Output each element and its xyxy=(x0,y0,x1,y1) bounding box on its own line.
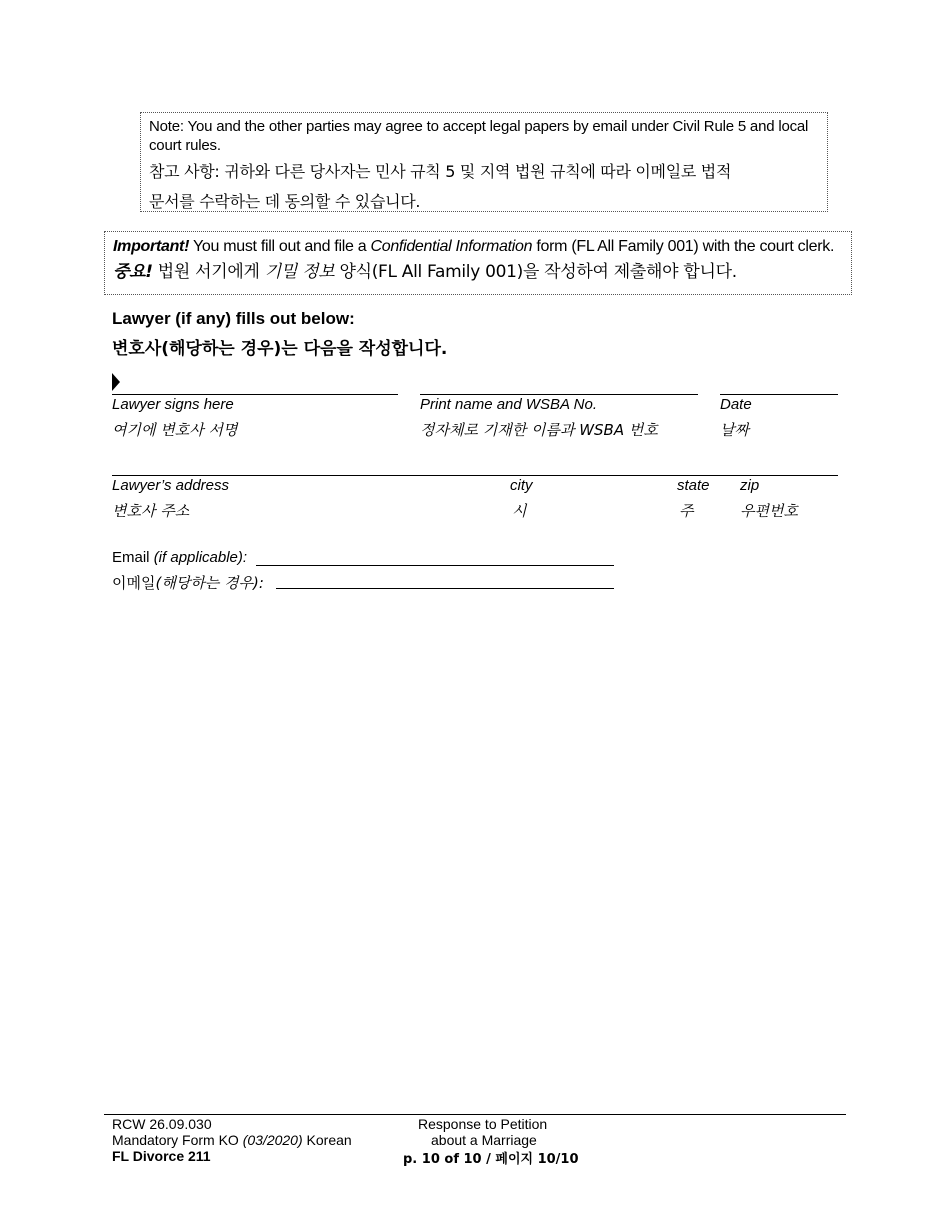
footer-mandatory-date: (03/2020) xyxy=(242,1132,303,1148)
footer-title-line1: Response to Petition xyxy=(418,1116,548,1132)
email-label-ko: 이메일 xyxy=(112,574,156,592)
important-box xyxy=(104,231,852,295)
date-label-ko: 날짜 xyxy=(720,421,749,439)
print-label-ko: 정자체로 기재한 이름과 WSBA 번호 xyxy=(420,421,658,439)
address-label-en: Lawyer’s address xyxy=(112,477,230,494)
city-label-ko: 시 xyxy=(512,502,527,520)
important-korean xyxy=(113,258,851,286)
footer-mandatory xyxy=(112,1132,352,1148)
important-lead: Important! xyxy=(113,238,190,255)
print-label-en: Print name and WSBA No. xyxy=(420,396,598,413)
important-text2-ko: 양식(FL All Family 001)을 작성하여 제출해야 합니다. xyxy=(334,262,737,282)
footer-divider xyxy=(104,1114,846,1115)
important-text1-ko: 법원 서기에게 xyxy=(152,262,265,282)
email-label-en: Email xyxy=(112,549,150,566)
note-korean-line2: 문서를 수락하는 데 동의할 수 있습니다. xyxy=(149,192,421,211)
note-box xyxy=(140,112,828,212)
email-qualifier-en: (if applicable): xyxy=(153,549,248,566)
footer-page-number: p. 10 of 10 / 페이지 10/10 xyxy=(403,1152,579,1167)
lawyer-address-line[interactable] xyxy=(112,475,838,476)
email-line-ko[interactable] xyxy=(276,588,614,589)
email-label-en-wrap xyxy=(112,549,247,566)
sign-label-ko: 여기에 변호사 서명 xyxy=(112,421,238,439)
city-label-en: city xyxy=(510,477,533,494)
important-lead-ko: 중요! xyxy=(113,262,153,282)
address-label-ko: 변호사 주소 xyxy=(112,502,190,520)
important-text2: form (FL All Family 001) with the court clerk. xyxy=(532,238,835,255)
lawyer-heading-en: Lawyer (if any) fills out below: xyxy=(112,309,355,328)
signature-arrow-icon xyxy=(112,373,120,391)
footer-mandatory-suffix: Korean xyxy=(302,1132,352,1148)
state-label-en: state xyxy=(677,477,710,494)
email-label-ko-wrap xyxy=(112,572,264,593)
footer-form-id: FL Divorce 211 xyxy=(112,1148,211,1164)
email-qualifier-ko: (해당하는 경우): xyxy=(155,574,264,592)
important-english xyxy=(113,236,851,258)
email-line-en[interactable] xyxy=(256,565,614,566)
footer-title-line2: about a Marriage xyxy=(431,1132,537,1148)
footer-mandatory-prefix: Mandatory Form KO xyxy=(112,1132,243,1148)
footer-rcw: RCW 26.09.030 xyxy=(112,1116,212,1132)
state-label-ko: 주 xyxy=(679,502,694,520)
important-form-name: Confidential Information xyxy=(370,238,533,255)
date-label-en: Date xyxy=(720,396,752,413)
sign-label-en: Lawyer signs here xyxy=(112,396,234,413)
note-korean-line1: 참고 사항: 귀하와 다른 당사자는 민사 규칙 5 및 지역 법원 규칙에 따라 이메일로 법적 xyxy=(149,162,732,181)
note-english: Note: You and the other parties may agree to accept legal papers by email under Civil Rule 5 and local court rules. xyxy=(149,118,809,154)
important-form-name-ko: 기밀 정보 xyxy=(264,262,335,282)
lawyer-heading-ko: 변호사(해당하는 경우)는 다음을 작성합니다. xyxy=(112,339,448,359)
date-line[interactable] xyxy=(720,394,838,395)
lawyer-signature-line[interactable] xyxy=(112,394,398,395)
important-text1: You must fill out and file a xyxy=(189,238,371,255)
zip-label-en: zip xyxy=(740,477,760,494)
zip-label-ko: 우편번호 xyxy=(740,502,798,520)
print-name-line[interactable] xyxy=(420,394,698,395)
